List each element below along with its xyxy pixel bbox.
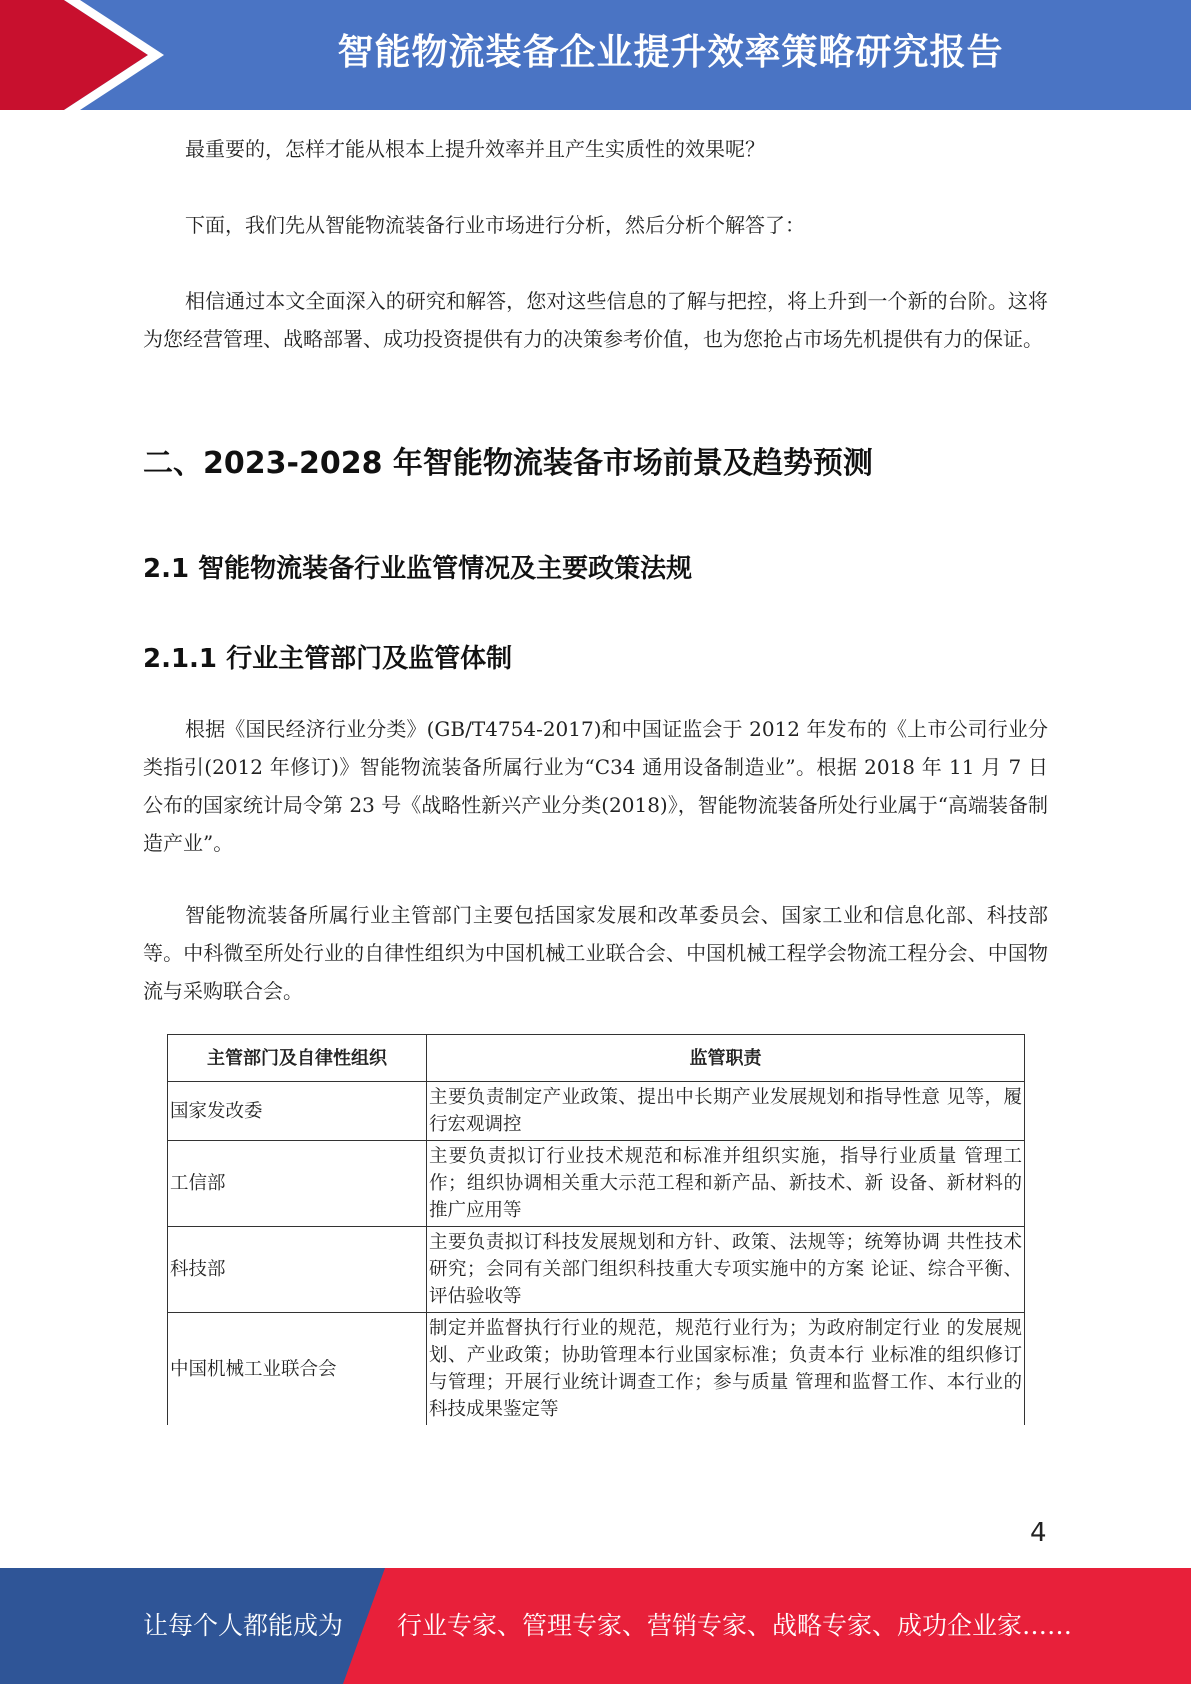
footer-slogan-left: 让每个人都能成为 bbox=[143, 1611, 344, 1640]
intro-paragraph-3: 相信通过本文全面深入的研究和解答，您对这些信息的了解与把控，将上升到一个新的台阶。这将为您经营管理、战略部署、成功投资提供有力的决策参考价值，也为您抢占市场先机提供有力的保证。 bbox=[143, 289, 1048, 351]
body-section bbox=[143, 710, 1048, 1010]
table-row bbox=[168, 1227, 1025, 1313]
sub-subsection-heading: 2.1.1 行业主管部门及监管体制 bbox=[143, 644, 513, 674]
table-header-duty: 监管职责 bbox=[427, 1035, 1025, 1082]
page-footer bbox=[0, 1568, 1191, 1684]
regulator-table bbox=[167, 1034, 1025, 1425]
table-header-row bbox=[168, 1035, 1025, 1082]
intro-paragraph-1: 最重要的，怎样才能从根本上提升效率并且产生实质性的效果呢？ bbox=[185, 137, 765, 161]
subsection-heading: 2.1 智能物流装备行业监管情况及主要政策法规 bbox=[143, 554, 693, 584]
table-row bbox=[168, 1082, 1025, 1141]
table-row bbox=[168, 1141, 1025, 1227]
footer-slogan-right: 行业专家、管理专家、营销专家、战略专家、成功企业家…… bbox=[397, 1611, 1073, 1640]
intro-paragraph-2: 下面，我们先从智能物流装备行业市场进行分析，然后分析个解答了： bbox=[185, 213, 805, 237]
table-cell-org: 工信部 bbox=[168, 1141, 427, 1227]
section-heading: 二、2023-2028 年智能物流装备市场前景及趋势预测 bbox=[143, 446, 873, 481]
table-cell-duty: 主要负责制定产业政策、提出中长期产业发展规划和指导性意 见等，履行宏观调控 bbox=[427, 1082, 1025, 1141]
table-header-org: 主管部门及自律性组织 bbox=[168, 1035, 427, 1082]
table-cell-duty: 主要负责拟订行业技术规范和标准并组织实施，指导行业质量 管理工作；组织协调相关重大示范工程和新产品、新技术、新 设备、新材料的推广应用等 bbox=[427, 1141, 1025, 1227]
body-paragraph-2: 智能物流装备所属行业主管部门主要包括国家发展和改革委员会、国家工业和信息化部、科技部等。中科微至所处行业的自律性组织为中国机械工业联合会、中国机械工程学会物流工程分会、中国物流与采购联合会。 bbox=[143, 903, 1048, 1003]
table-cell-duty: 制定并监督执行行业的规范，规范行业行为；为政府制定行业 的发展规划、产业政策；协助管理本行业国家标准；负责本行 业标准的组织修订与管理；开展行业统计调查工作；参与质量 管理和监督工作、本行业的科技成果鉴定等 bbox=[427, 1313, 1025, 1426]
table-cell-org: 科技部 bbox=[168, 1227, 427, 1313]
page-number: 4 bbox=[1030, 1518, 1047, 1548]
intro-section bbox=[143, 130, 1048, 358]
table-cell-duty: 主要负责拟订科技发展规划和方针、政策、法规等；统筹协调 共性技术研究；会同有关部门组织科技重大专项实施中的方案 论证、综合平衡、评估验收等 bbox=[427, 1227, 1025, 1313]
table-cell-org: 国家发改委 bbox=[168, 1082, 427, 1141]
table-cell-org: 中国机械工业联合会 bbox=[168, 1313, 427, 1426]
page-header bbox=[0, 0, 1191, 110]
table-row bbox=[168, 1313, 1025, 1426]
body-paragraph-1: 根据《国民经济行业分类》(GB/T4754-2017)和中国证监会于 2012 年发布的《上市公司行业分类指引(2012 年修订)》智能物流装备所属行业为“C34 通用设备制造业”。根据 2018 年 11 月 7 日公布的国家统计局令第 23 号《战略性新兴产业分类(2018)》，智能物流装备所处行业属于“高端装备制造产业”。 bbox=[143, 717, 1048, 855]
report-title: 智能物流装备企业提升效率策略研究报告 bbox=[337, 32, 1004, 73]
